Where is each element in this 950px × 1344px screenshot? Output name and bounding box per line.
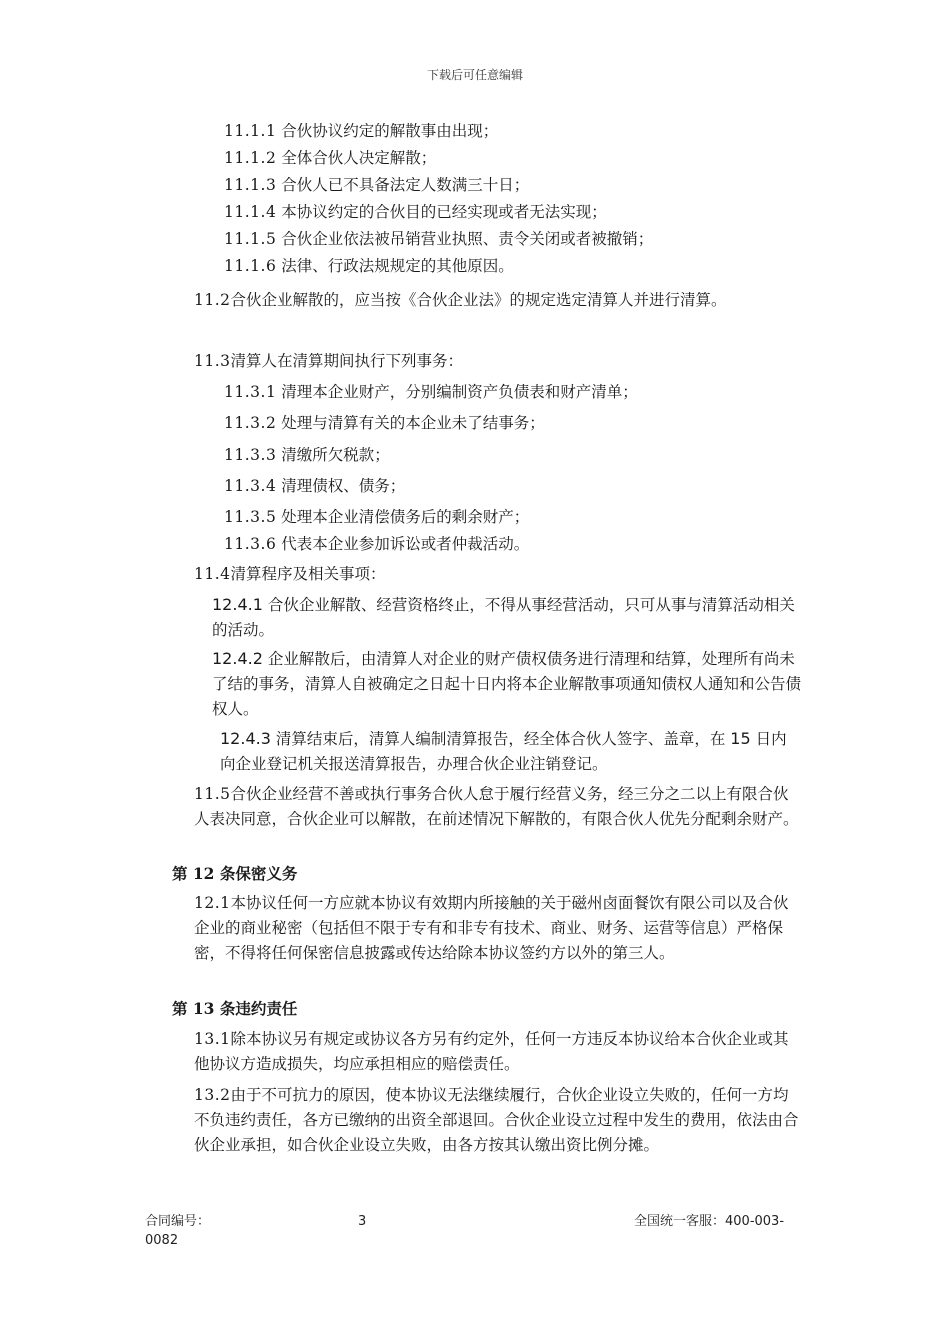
item-number: 11.1.4 <box>224 203 277 221</box>
item-number: 11.1.2 <box>224 149 277 167</box>
clause <box>194 1027 802 1077</box>
clause <box>194 782 802 832</box>
item-text: 处理与清算有关的本企业未了结事务； <box>281 414 545 432</box>
clause-text: 合伙企业经营不善或执行事务合伙人怠于履行经营义务，经三分之二以上有限合伙人表决同意，合伙企业可以解散，在前述情况下解散的，有限合伙人优先分配剩余财产。 <box>194 785 799 828</box>
sub-clause <box>212 646 802 722</box>
item-number: 11.1.6 <box>224 257 277 275</box>
list-item <box>224 504 529 530</box>
clause-text: 清算程序及相关事项： <box>230 565 386 583</box>
item-text: 清缴所欠税款； <box>281 446 390 464</box>
clause-number: 12.1 <box>194 894 231 912</box>
item-number: 11.1.3 <box>224 176 277 194</box>
item-number: 11.3.1 <box>224 383 277 401</box>
clause-text: 由于不可抗力的原因，使本协议无法继续履行，合伙企业设立失败的，任何一方均不负违约责任，各方已缴纳的出资全部退回。合伙企业设立过程中发生的费用，依法由合伙企业承担，如合伙企业设立失败，由各方按其认缴出资比例分摊。 <box>194 1086 799 1154</box>
item-text: 合伙企业依法被吊销营业执照、责令关闭或者被撤销； <box>281 230 654 248</box>
list-item <box>224 473 405 499</box>
clause <box>194 348 463 374</box>
list-item <box>224 253 514 279</box>
list-item <box>224 226 653 252</box>
day-count: 15 <box>730 729 751 748</box>
list-item <box>224 410 545 436</box>
article-heading: 第 13 条违约责任 <box>172 999 298 1018</box>
item-number: 11.3.2 <box>224 414 277 432</box>
clause <box>194 891 802 966</box>
clause <box>194 287 727 313</box>
item-text: 本协议约定的合伙目的已经实现或者无法实现； <box>281 203 607 221</box>
clause-number: 13.2 <box>194 1086 231 1104</box>
list-item <box>224 199 607 225</box>
list-item <box>224 379 638 405</box>
clause-number: 11.5 <box>194 785 231 803</box>
item-number: 11.3.5 <box>224 508 277 526</box>
contract-number-value: 0082 <box>145 1233 179 1248</box>
item-number: 11.3.4 <box>224 477 277 495</box>
sub-clause-text: 清算结束后，清算人编制清算报告，经全体合伙人签字、盖章，在 <box>275 730 726 748</box>
clause <box>194 1083 802 1158</box>
contract-number-label: 合同编号： <box>145 1214 211 1229</box>
item-text: 处理本企业清偿债务后的剩余财产； <box>281 508 530 526</box>
sub-clause <box>220 726 802 777</box>
clause-text: 本协议任何一方应就本协议有效期内所接触的关于磁州卤面餐饮有限公司以及合伙企业的商业秘密（包括但不限于专有和非专有技术、商业、财务、运营等信息）严格保密，不得将任何保密信息披露或传达给除本协议签约方以外的第三人。 <box>194 894 789 962</box>
item-number: 11.1.5 <box>224 230 277 248</box>
clause-text: 除本协议另有规定或协议各方另有约定外，任何一方违反本协议给本合伙企业或其他协议方造成损失，均应承担相应的赔偿责任。 <box>194 1030 789 1073</box>
item-text: 合伙人已不具备法定人数满三十日； <box>281 176 530 194</box>
sub-clause-number: 12.4.2 <box>212 649 263 668</box>
clause-number: 11.4 <box>194 565 231 583</box>
item-text: 清理债权、债务； <box>281 477 406 495</box>
item-text: 合伙协议约定的解散事由出现； <box>281 122 499 140</box>
clause <box>194 561 386 587</box>
clause-number: 11.2 <box>194 291 231 309</box>
page-header: 下载后可任意编辑 <box>426 68 523 82</box>
clause-number: 11.3 <box>194 352 231 370</box>
list-item <box>224 442 390 468</box>
clause-number: 13.1 <box>194 1030 231 1048</box>
service-hotline: 全国统一客服：400-003- <box>634 1214 785 1229</box>
list-item <box>224 118 498 144</box>
sub-clause-text: 合伙企业解散、经营资格终止，不得从事经营活动，只可从事与清算活动相关的活动。 <box>212 596 795 639</box>
item-number: 11.3.6 <box>224 535 277 553</box>
sub-clause-text-cont: 日内向企业登记机关报送清算报告，办理合伙企业注销登记。 <box>220 730 787 773</box>
sub-clause-number: 12.4.1 <box>212 595 263 614</box>
item-number: 11.1.1 <box>224 122 277 140</box>
list-item <box>224 531 529 557</box>
item-text: 全体合伙人决定解散； <box>281 149 437 167</box>
sub-clause <box>212 592 802 643</box>
article-heading: 第 12 条保密义务 <box>172 864 298 883</box>
clause-text: 清算人在清算期间执行下列事务： <box>230 352 464 370</box>
item-text: 法律、行政法规规定的其他原因。 <box>281 257 514 275</box>
sub-clause-text: 企业解散后，由清算人对企业的财产债权债务进行清理和结算，处理所有尚未了结的事务，清算人自被确定之日起十日内将本企业解散事项通知债权人通知和公告债权人。 <box>212 650 802 718</box>
footer-contract-number <box>145 1212 210 1250</box>
sub-clause-number: 12.4.3 <box>220 729 271 748</box>
item-text: 代表本企业参加诉讼或者仲裁活动。 <box>281 535 530 553</box>
list-item <box>224 145 436 171</box>
list-item <box>224 172 529 198</box>
clause-text: 合伙企业解散的，应当按《合伙企业法》的规定选定清算人并进行清算。 <box>230 291 727 309</box>
item-number: 11.3.3 <box>224 446 277 464</box>
page-number: 3 <box>358 1214 367 1229</box>
item-text: 清理本企业财产，分别编制资产负债表和财产清单； <box>281 383 638 401</box>
